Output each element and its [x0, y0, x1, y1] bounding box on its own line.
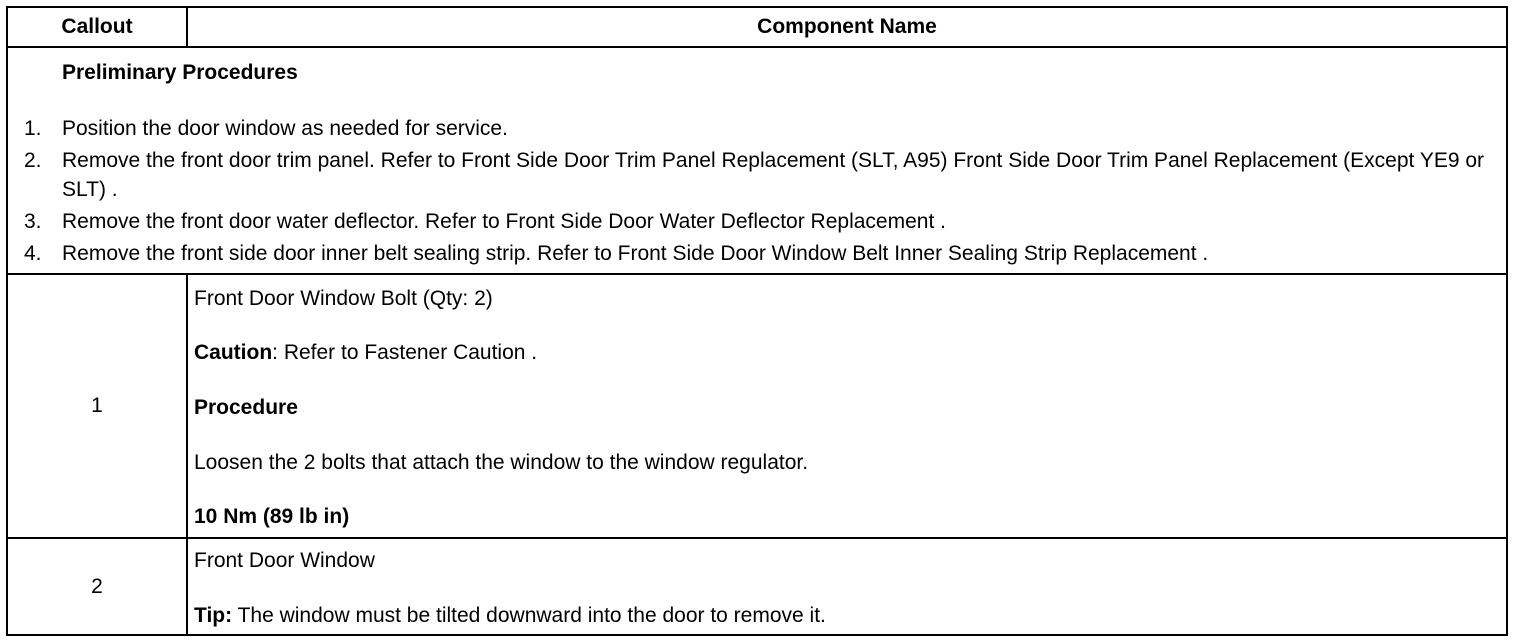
step-text: Remove the front side door inner belt sealing strip. Refer to Front Side Door Window Belt Inner Sealing Strip Replacement . [62, 242, 1209, 265]
step-item [8, 114, 1488, 143]
component-name: Front Door Window Bolt (Qty: 2) [194, 287, 493, 310]
procedure-text: Loosen the 2 bolts that attach the window to the window regulator. [194, 451, 809, 474]
torque-spec: 10 Nm (89 lb in) [194, 505, 350, 528]
table-header-row [7, 7, 1507, 47]
step-item [8, 146, 1488, 204]
preliminary-row [7, 47, 1507, 274]
caution-line [194, 341, 537, 365]
tip-label: Tip: [194, 604, 233, 627]
step-number: 3. [24, 210, 42, 233]
caution-label: Caution [194, 341, 273, 364]
preliminary-title: Preliminary Procedures [62, 61, 298, 84]
step-text: Remove the front door water deflector. Refer to Front Side Door Water Deflector Replacement . [62, 210, 946, 233]
tip-text: The window must be tilted downward into the door to remove it. [232, 604, 826, 627]
step-number: 1. [24, 117, 42, 140]
component-cell [187, 538, 1507, 635]
preliminary-steps [8, 114, 1488, 271]
step-text: Remove the front door trim panel. Refer to Front Side Door Trim Panel Replacement (SLT, A95) Front Side Door Trim Panel Replacement (Except YE9 or SLT) . [62, 149, 1485, 201]
callout-header: Callout [7, 7, 187, 47]
component-name-header: Component Name [187, 7, 1507, 47]
step-number: 2. [24, 149, 42, 172]
caution-text: : Refer to Fastener Caution . [272, 341, 538, 364]
component-cell [187, 274, 1507, 538]
component-name: Front Door Window [194, 549, 375, 572]
step-item [8, 207, 1488, 236]
step-item [8, 239, 1488, 268]
table-row [7, 274, 1507, 538]
callout-cell: 2 [7, 538, 187, 635]
service-procedure-table [6, 6, 1508, 636]
callout-cell: 1 [7, 274, 187, 538]
procedure-label: Procedure [194, 396, 298, 419]
step-text: Position the door window as needed for service. [62, 117, 508, 140]
step-number: 4. [24, 242, 42, 265]
preliminary-cell [7, 47, 1507, 274]
table-row [7, 538, 1507, 635]
tip-line [194, 604, 826, 628]
